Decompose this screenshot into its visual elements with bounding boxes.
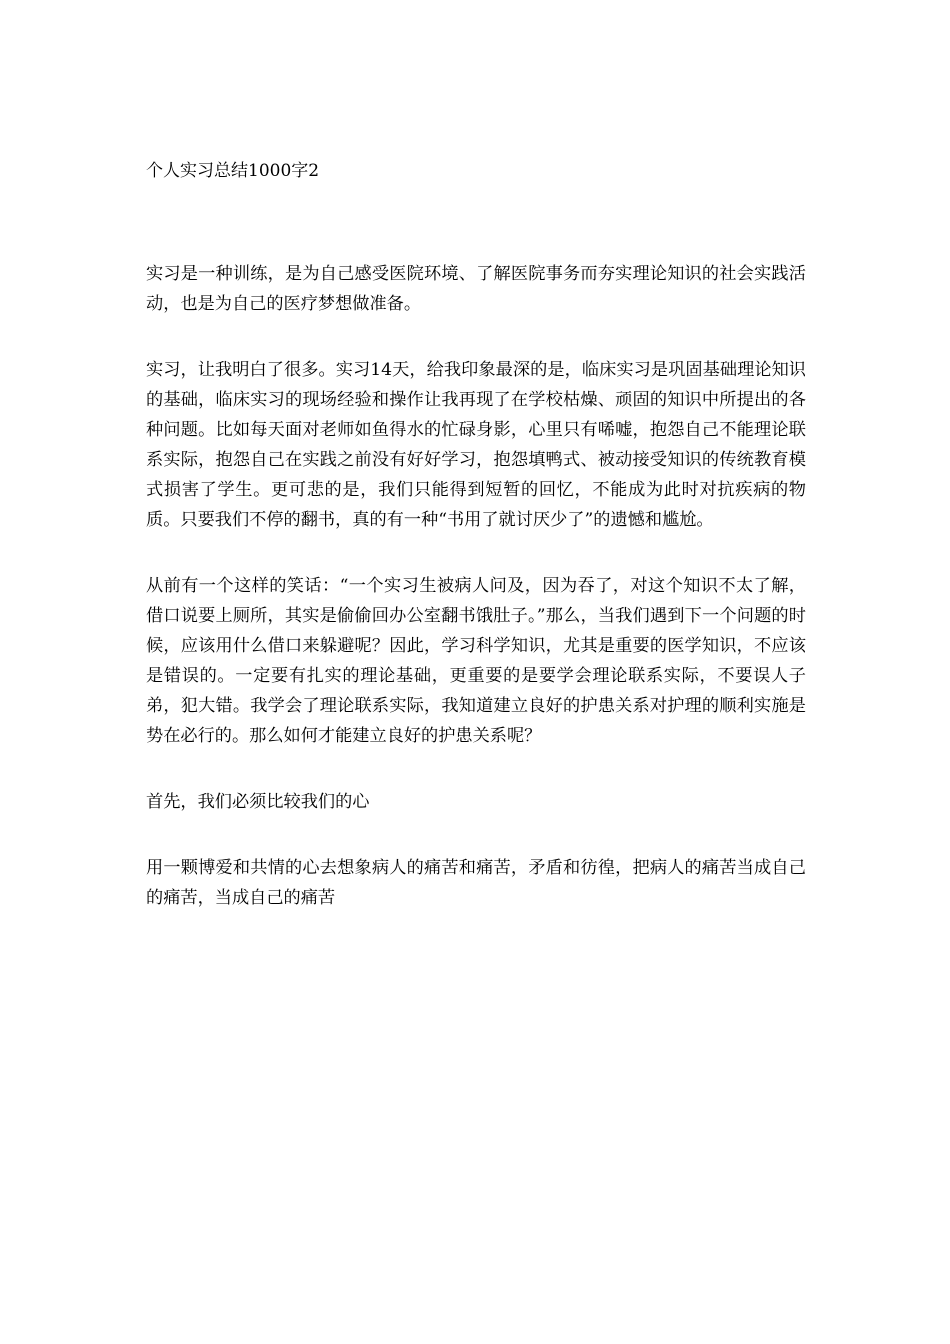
paragraph-empathy: 用一颗博爱和共情的心去想象病人的痛苦和痛苦，矛盾和彷徨，把病人的痛苦当成自己的痛苦，当成自己的痛苦 bbox=[146, 858, 806, 908]
paragraph-joke: 从前有一个这样的笑话：“一个实习生被病人问及，因为吞了，对这个知识不太了解，借口说要上厕所，其实是偷偷回办公室翻书饿肚子。”那么，当我们遇到下一个问题的时候，应该用什么借口来躲避呢？因此，学习科学知识，尤其是重要的医学知识，不应该是错误的。一定要有扎实的理论基础，更重要的是要学会理论联系实际，不要误人子弟，犯大错。我学会了理论联系实际，我知道建立良好的护患关系对护理的顺利实施是势在必行的。那么如何才能建立良好的护患关系呢？ bbox=[146, 576, 806, 746]
document-body bbox=[146, 259, 806, 949]
paragraph-intro: 实习是一种训练，是为自己感受医院环境、了解医院事务而夯实理论知识的社会实践活动，也是为自己的医疗梦想做准备。 bbox=[146, 264, 806, 314]
paragraph-first: 首先，我们必须比较我们的心 bbox=[146, 792, 370, 812]
paragraph-reflection: 实习，让我明白了很多。实习14天，给我印象最深的是，临床实习是巩固基础理论知识的基础，临床实习的现场经验和操作让我再现了在学校枯燥、顽固的知识中所提出的各种问题。比如每天面对老师如鱼得水的忙碌身影，心里只有唏嘘，抱怨自己不能理论联系实际，抱怨自己在实践之前没有好好学习，抱怨填鸭式、被动接受知识的传统教育模式损害了学生。更可悲的是，我们只能得到短暂的回忆，不能成为此时对抗疾病的物质。只要我们不停的翻书，真的有一种“书用了就讨厌少了”的遗憾和尴尬。 bbox=[146, 360, 806, 530]
document-title: 个人实习总结1000字2 bbox=[146, 161, 320, 181]
